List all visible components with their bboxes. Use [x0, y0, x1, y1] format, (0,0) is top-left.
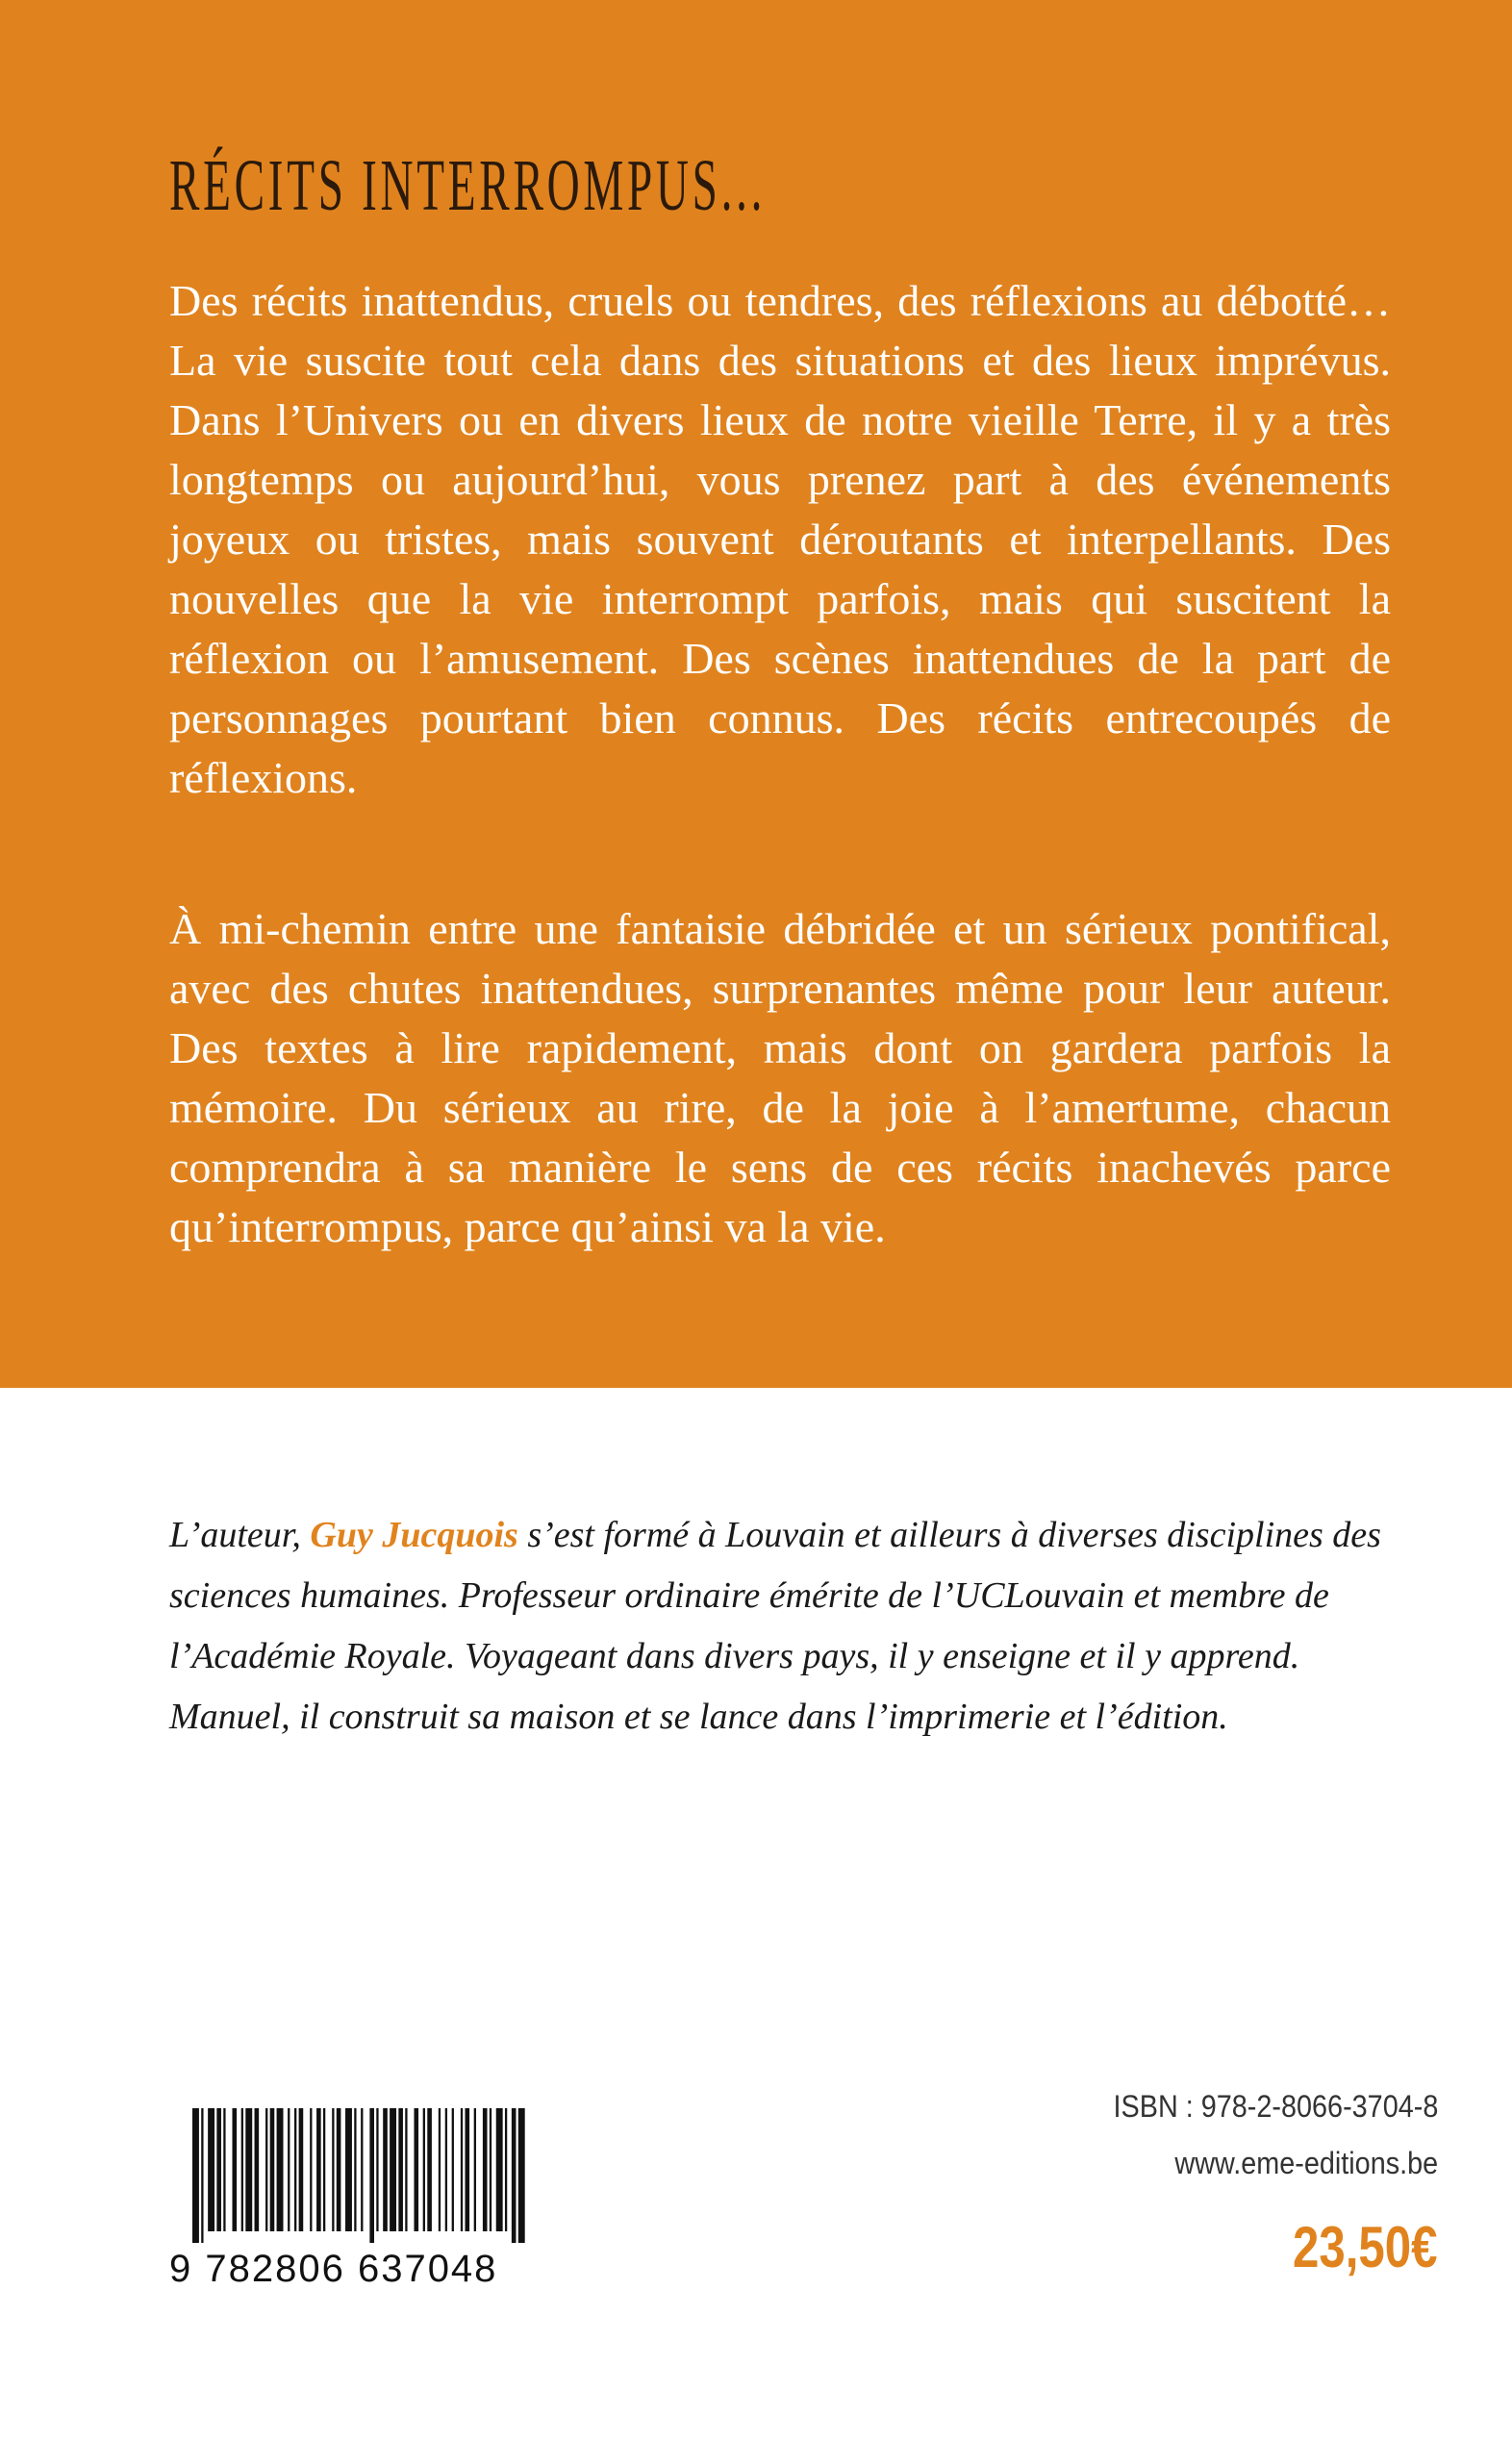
barcode-bar [223, 2108, 225, 2231]
barcode-bar [232, 2108, 237, 2231]
author-bio [169, 1505, 1391, 1748]
barcode-number: 9 782806 637048 [169, 2248, 498, 2290]
barcode-bar [310, 2108, 312, 2231]
barcode-bar [277, 2108, 284, 2231]
barcode-bar [427, 2108, 432, 2231]
barcode-bar [512, 2108, 517, 2243]
barcode-bar [483, 2108, 488, 2231]
barcode-bar [439, 2108, 441, 2231]
barcode-bar [255, 2108, 260, 2231]
summary-paragraph-1: Des récits inattendus, cruels ou tendres, des réflexions au débotté… La vie suscite tout cela dans des situations et des lieux imprévus. Dans l’Univers ou en divers lieux de notre vieille Terre, il y a très longtemps ou aujourd’hui, vous prenez part à des événements joyeux ou tristes, mais souvent déroutants et interpellants. Des nouvelles que la vie interrompt parfois, mais qui suscitent la réflexion ou l’amusement. Des scènes inattendues de la part de personnages pourtant bien connus. Des récits entrecoupés de réflexions. [169, 276, 1391, 802]
barcode-image [192, 2108, 527, 2243]
barcode-bar [490, 2108, 491, 2231]
barcode-bar [405, 2108, 407, 2231]
barcode-bar [270, 2108, 275, 2231]
barcode-bar [288, 2108, 290, 2231]
author-name: Guy Jucquois [310, 1515, 518, 1555]
barcode-bar [423, 2108, 425, 2231]
barcode-bar [383, 2108, 388, 2231]
barcode-bar [294, 2108, 296, 2231]
barcode-bar [361, 2108, 363, 2231]
barcode-bar [474, 2108, 476, 2231]
barcode-bar [398, 2108, 403, 2231]
barcode-bar [332, 2108, 334, 2231]
summary-paragraph-2: À mi-chemin entre une fantaisie débridée et un sérieux pontifical, avec des chutes inattendues, surprenantes même pour leur auteur. Des textes à lire rapidement, mais dont on gardera parfois la mémoire. Du sérieux au rire, de la joie à l’amertume, chacun comprendra à sa manière le sens de ces récits inachevés parce qu’interrompus, parce qu’ainsi va la vie. [169, 904, 1391, 1251]
barcode-bar [452, 2108, 454, 2231]
barcode-bar [337, 2108, 341, 2231]
barcode-bar [461, 2108, 463, 2231]
barcode-bar [208, 2108, 214, 2231]
publisher-website: www.eme-editions.be [1174, 2146, 1438, 2180]
barcode-bar [465, 2108, 469, 2231]
isbn-label: ISBN : 978-2-8066-3704-8 [1113, 2089, 1438, 2124]
barcode-bar [345, 2108, 352, 2231]
barcode-bar [369, 2108, 374, 2243]
barcode-bar [201, 2108, 203, 2243]
barcode-bar [414, 2108, 418, 2231]
barcode-bar [354, 2108, 356, 2231]
barcode-bar [445, 2108, 447, 2231]
barcode-bar [241, 2108, 243, 2231]
barcode-bar [376, 2108, 378, 2231]
bio-prefix: L’auteur, [169, 1515, 311, 1555]
barcode-bar [390, 2108, 396, 2231]
barcode-bar [265, 2108, 267, 2231]
barcode-bar [245, 2108, 252, 2231]
barcode-bar [505, 2108, 507, 2231]
barcode-bar [496, 2108, 503, 2231]
barcode-bar [216, 2108, 221, 2231]
book-title: RÉCITS INTERROMPUS... [169, 145, 767, 226]
barcode-bar [299, 2108, 304, 2231]
barcode-bar [192, 2108, 199, 2243]
bio-text: s’est formé à Louvain et ailleurs à diverses disciplines des sciences humaines. Professeur ordinaire émérite de l’UCLouvain et membre de l’Académie Royale. Voyageant dans divers pays, il y enseigne et il y apprend. Manuel, il construit sa maison et se lance dans l’imprimerie et l’édition. [169, 1515, 1381, 1737]
barcode-bar [316, 2108, 321, 2231]
barcode-bar [518, 2108, 525, 2243]
barcode-bar [323, 2108, 325, 2231]
price-label: 23,50€ [1293, 2215, 1438, 2279]
